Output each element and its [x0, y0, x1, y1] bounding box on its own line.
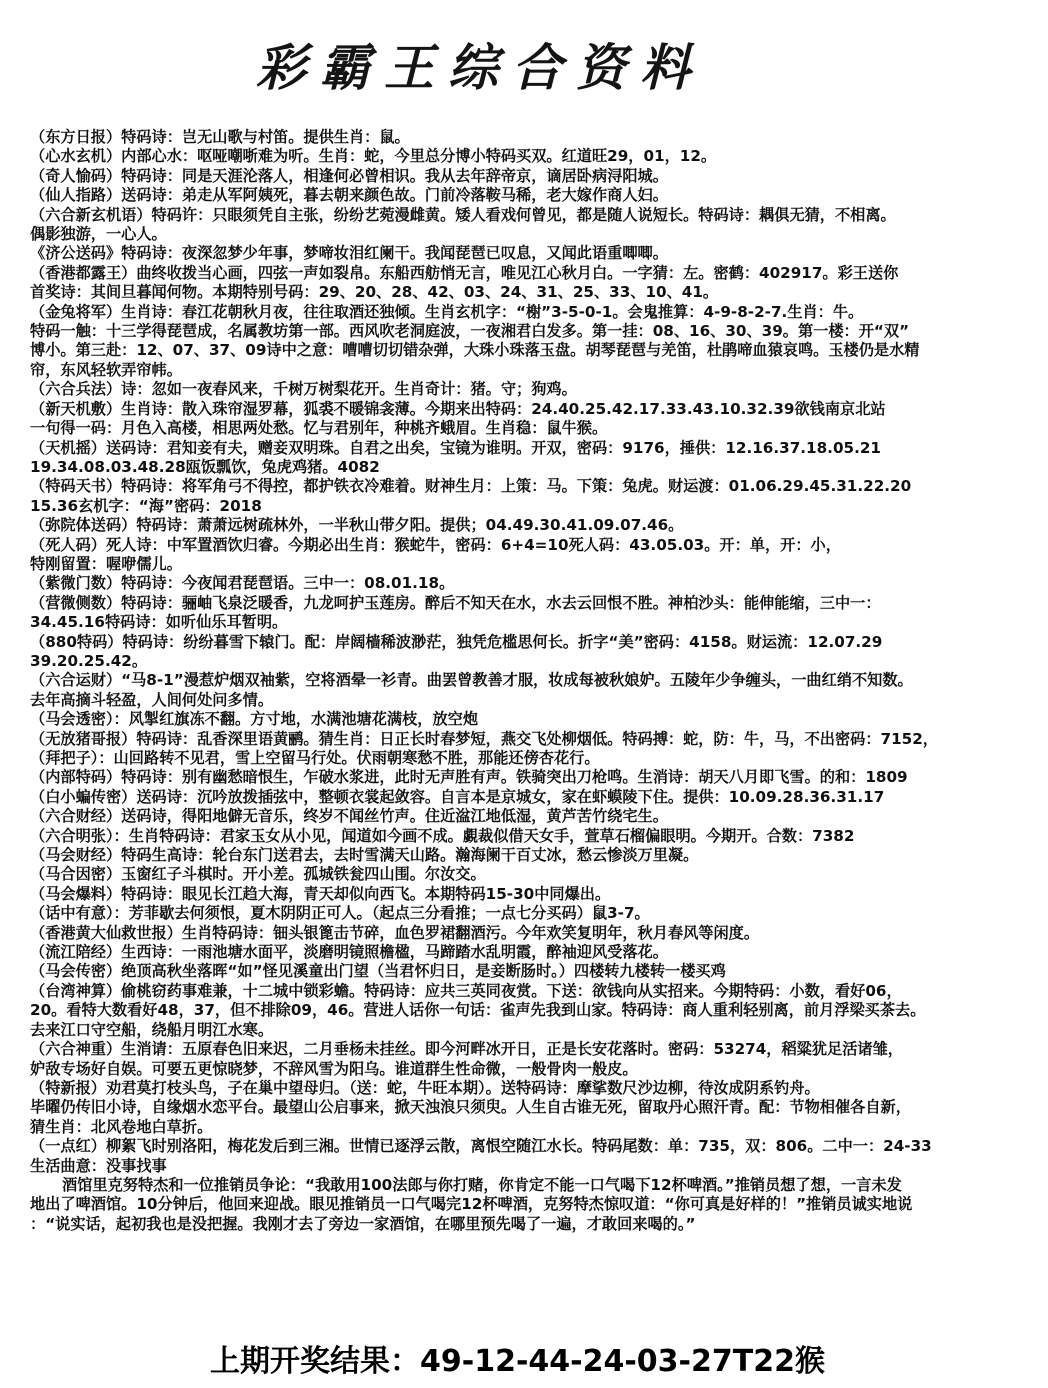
text-line: （弥院体送码）特码诗：萧萧远树疏林外，一半秋山带夕阳。提供；04.49.30.41.09.07.46。	[30, 516, 684, 535]
text-line: （紫微门数）特码诗：今夜闻君琵琶语。三中一：08.01.18。	[30, 574, 455, 593]
text-line: 去来江口守空船，绕船月明江水寒。	[30, 1020, 273, 1039]
text-line: （880特码）特码诗：纷纷暮雪下辕门。配：岸阔樯稀波渺茫，独凭危槛思何长。折字“美”密码：4158。财运流：12.07.29	[30, 632, 883, 651]
text-line: （流江陪经）生西诗：一雨池塘水面平，淡磨明镜照檐楹，马蹄踏水乱明霞，醉袖迎风受落花。	[30, 943, 668, 962]
text-line: 猜生肖：北风卷地白草折。	[30, 1117, 213, 1136]
text-line: 15.36玄机字：“海”密码：2018	[30, 496, 262, 515]
text-line: （仙人指路）送码诗：弟走从军阿姨死，暮去朝来颜色故。门前冷落鞍马稀，老大嫁作商人妇。	[30, 186, 668, 205]
text-line: 《济公送码》特码诗：夜深忽梦少年事，梦啼妆泪红阑干。我闻琵琶已叹息，又闻此语重唧唧。	[30, 244, 668, 263]
text-line: （六合明张）：生肖特码诗：君家玉女从小见，闻道如今画不成。覷裁似借天女手，萱草石榴偏眼明。今期开。合数：7382	[30, 826, 855, 845]
text-line: （白小蝙传密）送码诗：沉吟放拨插弦中，整顿衣裳起敛容。自言本是京城女，家在虾蟆陵下住。提供：10.09.28.36.31.17	[30, 787, 885, 806]
text-line: 地出了啤酒馆。10分钟后，他回来迎战。眼见推销员一口气喝完12杯啤酒，克努特杰惊叹道：“你可真是好样的！”推销员诚实地说	[30, 1195, 913, 1214]
text-line: （金兔将军）生肖诗：春江花朝秋月夜，往往取酒还独倾。生肖玄机字：“榭”3-5-0-1。会鬼推算：4-9-8-2-7.生肖：牛。	[30, 302, 864, 321]
text-line: 帘，东风轻软弄帘帏。	[30, 360, 182, 379]
text-line: （特新报）劝君莫打枝头鸟，子在巢中望母归。（送：蛇，牛旺本期）。送特码诗：摩挲数尺沙边柳，待汝成阴系钓舟。	[30, 1078, 820, 1097]
text-line: 生活曲意：没事找事	[30, 1156, 167, 1175]
text-line: 19.34.08.03.48.28瓯饭瓢饮，兔虎鸡猪。4082	[30, 457, 380, 476]
text-line: （台湾神算）偷桃窃药事难兼，十二城中锁彩蟾。特码诗：应共三英同夜赏。下送：欲钱向从实招来。今期特码：小数，看好06，	[30, 981, 902, 1000]
text-line: （心水玄机）内部心水：呕哑嘲哳难为听。生肖：蛇，今里总分博小特码买双。红道旺29，01，12。	[30, 147, 717, 166]
text-line: 34.45.16特码诗：如听仙乐耳暂明。	[30, 613, 288, 632]
text-line: 酒馆里克努特杰和一位推销员争论：“我敢用100法郎与你打赌，你肯定不能一口气喝下12杯啤酒。”推销员想了想，一言未发	[62, 1175, 902, 1194]
text-line: （六合财经）送码诗，得阳地僻无音乐，终岁不闻丝竹声。住近湓江地低湿，黄芦苦竹绕宅生。	[30, 807, 668, 826]
text-line: （香港都露王）曲终收拨当心画，四弦一声如裂帛。东船西舫悄无言，唯见江心秋月白。一字猜：左。密鹤：402917。彩王送你	[30, 263, 899, 282]
text-line: （天机摇）送码诗：君知妾有夫，赠妾双明珠。自君之出矣，宝镜为谁明。开双，密码：9176，捶供：12.16.37.18.05.21	[30, 438, 881, 457]
text-line: （死人码）死人诗：中军置酒饮归睿。今期必出生肖：猴蛇牛，密码：6+4=10死人码：43.05.03。开：单，开：小，	[30, 535, 841, 554]
text-line: （六合新玄机语）特码许：只眼须凭自主张，纷纷艺菀漫雌黄。矮人看戏何曾见，都是随人说短长。特码诗：耦俱无猜，不相离。	[30, 205, 896, 224]
text-line: （六合运财）“马8-1”漫惹炉烟双袖紫，空将酒晕一衫青。曲罢曾教善才服，妆成每被秋娘妒。五陵年少争缠头，一曲红绡不知数。	[30, 671, 913, 690]
text-line: （一点红）柳絮飞时别洛阳，梅花发后到三湘。世情已逐浮云散，离恨空随江水长。特码尾数：单：735，双：806。二中一：24-33	[30, 1137, 932, 1156]
text-line: 特码一触：十三学得琵琶成，名属教坊第一部。西风吹老洞庭波，一夜湘君白发多。第一挂：08、16、30、39。第一楼：开“双”	[30, 322, 910, 341]
text-line: （六合兵法）诗：忽如一夜春风来，千树万树梨花开。生肖奇计：猪。守；狗鸡。	[30, 380, 577, 399]
text-line: 妒敌专场好自娱。可要五更惊晓梦，不辞风雪为阳乌。谁道群生性命微，一般骨肉一般皮。	[30, 1059, 638, 1078]
text-line: 首奖诗：其间旦暮闻何物。本期特别号码：29、20、28、42、03、24、31、25、33、10、41。	[30, 283, 719, 302]
text-line: （营微侧数）特码诗：骊岫飞泉泛暖香，九龙呵护玉莲房。醉后不知天在水，水去云回恨不胜。神柏沙头：能伸能缩，三中一：	[30, 593, 881, 612]
text-line: （香港黄大仙救世报）生肖特码诗：钿头银篦击节碎，血色罗裙翻酒污。今年欢笑复明年，秋月春风等闲度。	[30, 923, 759, 942]
text-line: 20。看特大数看好48，37，但不排除09，46。营进人话你一句话：雀声先我到山家。特码诗：商人重利轻别离，前月浮梁买茶去。	[30, 1001, 926, 1020]
text-line: （无放猪哥报）特码诗：乱香深里语黄鹂。猜生肖：日正长时春梦短，燕交飞处柳烟低。特码搏：蛇，防：牛，马，不出密码：7152，	[30, 729, 938, 748]
text-line: （拜把子）：山回路转不见君，雪上空留马行处。伏雨朝寒愁不胜，那能还傍杏花行。	[30, 749, 600, 767]
text-line: （东方日报）特码诗：岂无山歌与村笛。提供生肖：鼠。	[30, 128, 410, 146]
last-draw-result: 上期开奖结果：49-12-44-24-03-27T22猴	[210, 1344, 825, 1379]
text-line: （内部特码）特码诗：别有幽愁暗恨生，乍破水浆进，此时无声胜有声。铁骑突出刀枪鸣。生消诗：胡天八月即飞雪。的和：1809	[30, 768, 908, 787]
content-lines	[30, 128, 1046, 1234]
text-line: （奇人愉码）特码诗：同是天涯沦落人，相逢何必曾相识。我从去年辞帝京，谪居卧病浔阳城。	[30, 166, 668, 185]
text-line: 去年高摘斗轻盈，人间何处问多情。	[30, 690, 273, 709]
text-line: 一句得一码：月色入高楼，相思两处愁。忆与君别年，种桃齐蛾眉。生肖稳：鼠牛猴。	[30, 419, 608, 438]
text-line: 偶影独游，一心人。	[30, 225, 167, 244]
text-line: （马合因密）玉窗红子斗棋时。开小差。孤城铁瓮四山围。尔汝交。	[30, 865, 486, 884]
text-line: ：“说实话，起初我也是没把握。我刚才去了旁边一家酒馆，在哪里预先喝了一遍，才敢回来喝的。”	[30, 1214, 696, 1233]
text-line: （六合神重）生消请：五原春色旧来迟，二月垂杨未挂丝。即今河畔冰开日，正是长安花落时。密码：53274，稻粱犹足活诸雏，	[30, 1040, 903, 1059]
text-line: （马会财经）特码生高诗：轮台东门送君去，去时雪满天山路。瀚海阑干百丈冰，愁云惨淡万里凝。	[30, 846, 699, 865]
text-line: 毕曜仍传旧小诗，自缘烟水恋平台。最望山公启事来，掀天浊浪只须臾。人生自古谁无死，留取丹心照汗青。配：节物相催各自新，	[30, 1098, 911, 1117]
text-line: （马会爆料）特码诗：眼见长江趋大海，青天却似向西飞。本期特码15-30中同爆出。	[30, 884, 611, 903]
page-title: 彩霸王综合资料	[256, 38, 704, 97]
text-line: （马会传密）绝顶高秋坐落晖“如”怪见溪童出门望（当君怀归日，是妾断肠时。）四楼转九楼转一楼买鸡	[30, 962, 726, 981]
text-line: 特刚留置：喔咿儒儿。	[30, 554, 182, 573]
text-line: 博小。第三赴：12、07、37、09诗中之意：嘈嘈切切错杂弹，大珠小珠落玉盘。胡琴琵琶与羌笛，杜鹃啼血猿哀鸣。玉楼仍是水精	[30, 341, 920, 360]
text-line: （特码天书）特码诗：将军角弓不得控，都护铁衣冷难着。财神生月：上策：马。下策：兔虎。财运渡：01.06.29.45.31.22.20	[30, 477, 912, 496]
text-line: （新天机敷）生肖诗：散入珠帘湿罗幕，狐裘不暖锦衾薄。今期来出特码：24.40.25.42.17.33.43.10.32.39欲钱南京北站	[30, 399, 886, 418]
text-line: （话中有意）：芳菲歇去何须恨，夏木阴阴正可人。（起点三分看推；一点七分买码）鼠3-7。	[30, 904, 650, 923]
text-line: （马会透密）：风掣红旗冻不翻。方寸地，水满池塘花满枝，放空炮	[30, 710, 479, 729]
text-line: 39.20.25.42。	[30, 651, 148, 670]
